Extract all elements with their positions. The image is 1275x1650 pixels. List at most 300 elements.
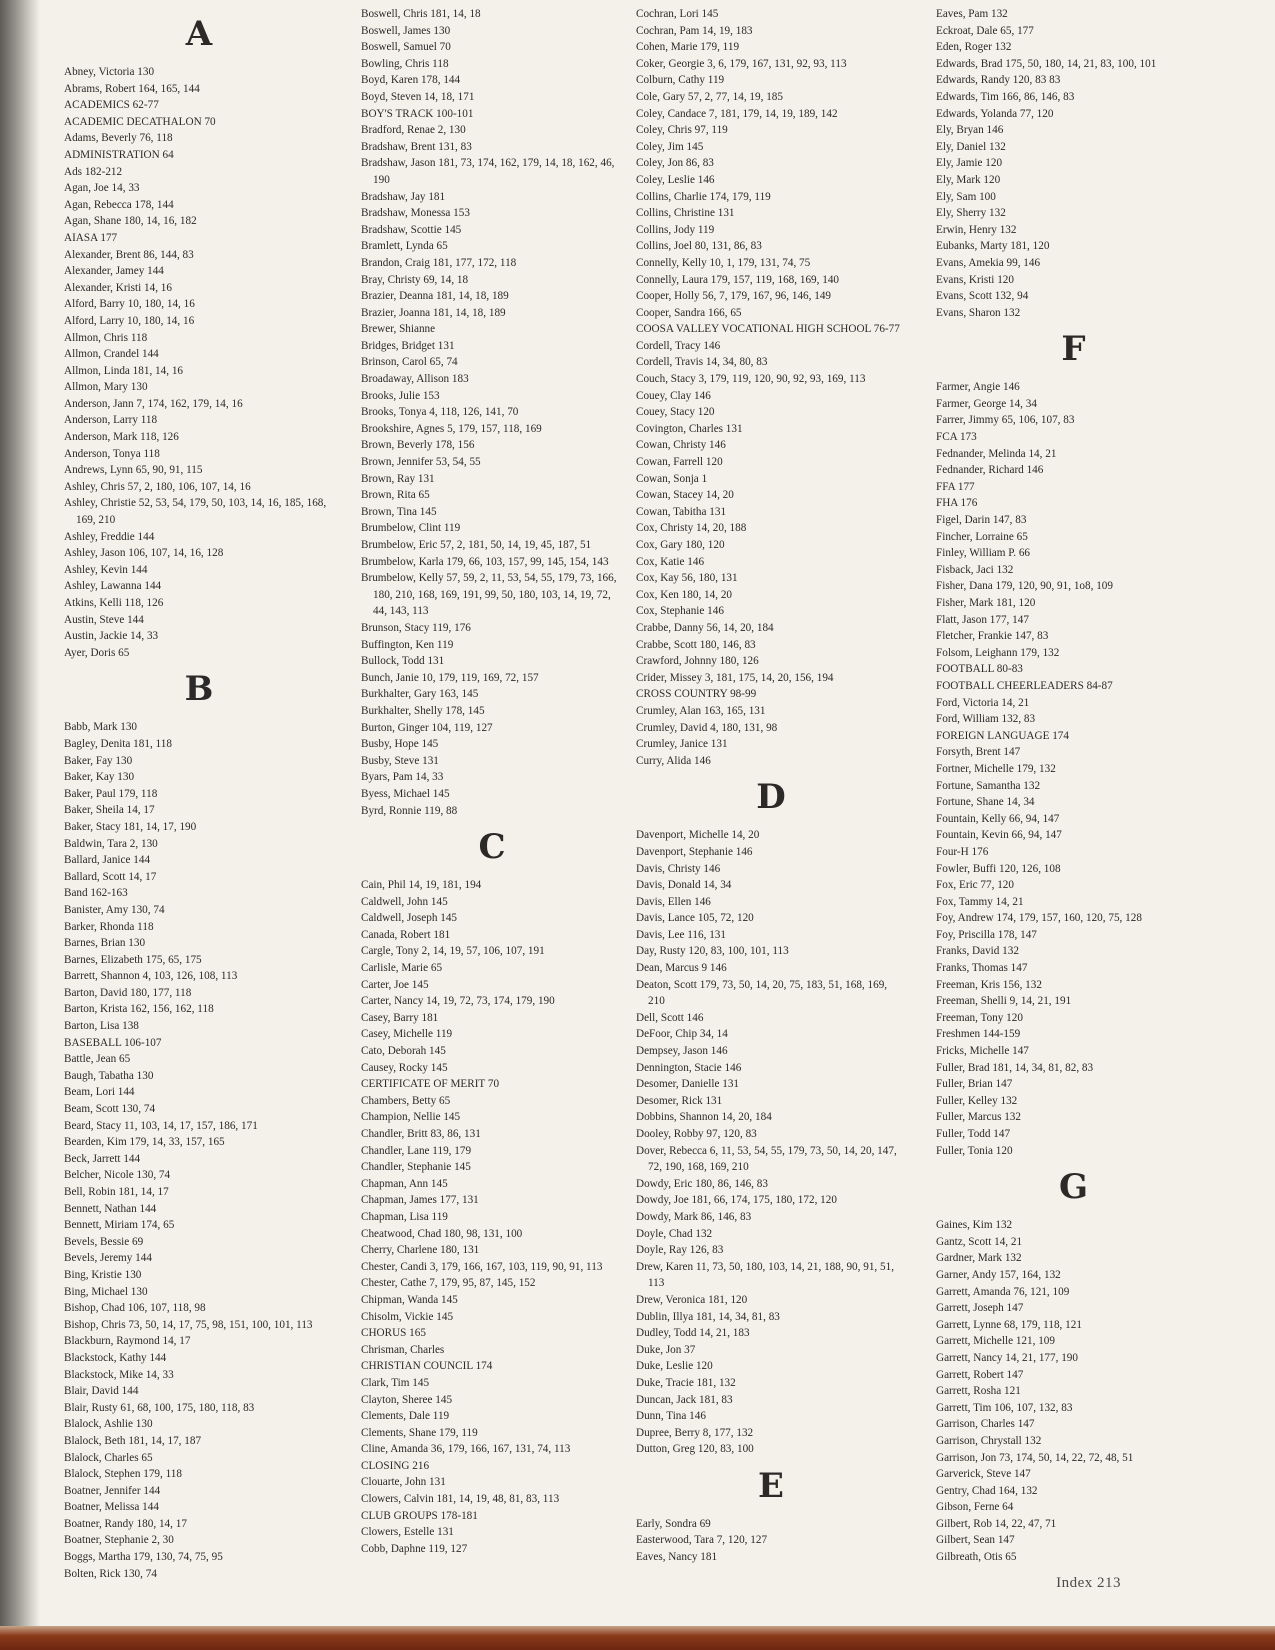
index-entry: Gentry, Chad 164, 132 — [936, 1484, 1038, 1497]
index-entry: Fuller, Todd 147 — [936, 1128, 1011, 1140]
footer-label: Index — [1056, 1575, 1093, 1591]
section-letter: F — [1061, 329, 1086, 370]
index-entry: Dowdy, Eric 180, 86, 146, 83 — [636, 1177, 768, 1190]
index-entry: Covington, Charles 131 — [636, 422, 743, 435]
index-entry: ACADEMIC DECATHALON 70 — [64, 115, 216, 128]
index-entry: Caldwell, John 145 — [361, 895, 448, 908]
index-entry: Coley, Chris 97, 119 — [636, 124, 728, 137]
index-entry: Eckroat, Dale 65, 177 — [936, 24, 1034, 37]
index-entry: Dobbins, Shannon 14, 20, 184 — [636, 1111, 772, 1124]
index-entry: Boggs, Martha 179, 130, 74, 75, 95 — [64, 1551, 223, 1564]
index-entry: Edwards, Yolanda 77, 120 — [936, 107, 1054, 120]
index-entry: Barton, Krista 162, 156, 162, 118 — [64, 1003, 214, 1016]
index-entry: Bing, Kristie 130 — [64, 1268, 142, 1281]
index-entry: Collins, Joel 80, 131, 86, 83 — [636, 240, 762, 253]
index-entry: Drew, Karen 11, 73, 50, 180, 103, 14, 21, 188, 90, 91, 51, 113 — [636, 1260, 895, 1290]
index-entry: Andrews, Lynn 65, 90, 91, 115 — [64, 464, 203, 477]
index-entry: Casey, Barry 181 — [361, 1011, 439, 1024]
index-entry: Collins, Jody 119 — [636, 223, 715, 236]
index-entry: Franks, David 132 — [936, 945, 1019, 958]
page-footer — [1056, 1575, 1121, 1592]
index-entry: Burkhalter, Shelly 178, 145 — [361, 704, 485, 717]
index-entry: Cain, Phil 14, 19, 181, 194 — [361, 879, 482, 892]
index-entry: Brown, Ray 131 — [361, 472, 435, 485]
index-column-2 — [361, 6, 623, 1557]
index-entry: Bevels, Bessie 69 — [64, 1235, 144, 1248]
index-entry: Fortune, Samantha 132 — [936, 779, 1041, 792]
index-entry: Gilbreath, Otis 65 — [936, 1551, 1017, 1564]
index-entry: Garrison, Jon 73, 174, 50, 14, 22, 72, 48, 51 — [936, 1451, 1134, 1464]
index-entry: Dowdy, Mark 86, 146, 83 — [636, 1210, 752, 1223]
index-entry: FOOTBALL 80-83 — [936, 663, 1023, 676]
index-entry: Dooley, Robby 97, 120, 83 — [636, 1128, 757, 1140]
index-entry: Bradford, Renae 2, 130 — [361, 124, 466, 137]
index-entry: Anderson, Jann 7, 174, 162, 179, 14, 16 — [64, 397, 243, 410]
index-entry: Garrison, Charles 147 — [936, 1418, 1035, 1431]
index-entry: Edwards, Randy 120, 83 83 — [936, 74, 1061, 87]
index-entry: Carlisle, Marie 65 — [361, 962, 443, 975]
index-entry: Dunn, Tina 146 — [636, 1410, 706, 1423]
index-entry: Chisolm, Vickie 145 — [361, 1310, 454, 1323]
index-entry: Bradshaw, Jason 181, 73, 174, 162, 179, 14, 18, 162, 46, 190 — [361, 157, 615, 186]
index-entry: Cordell, Tracy 146 — [636, 339, 721, 352]
index-entry: Dupree, Berry 8, 177, 132 — [636, 1426, 754, 1439]
index-entry: CROSS COUNTRY 98-99 — [636, 688, 757, 701]
index-entry: Gaines, Kim 132 — [936, 1219, 1013, 1232]
index-entry: Ely, Bryan 146 — [936, 124, 1004, 137]
index-entry: Brumbelow, Karla 179, 66, 103, 157, 99, 145, 154, 143 — [361, 555, 609, 568]
index-entry: FHA 176 — [936, 497, 978, 510]
index-entry: Ashley, Freddie 144 — [64, 530, 155, 543]
index-entry: Evans, Sharon 132 — [936, 306, 1021, 319]
index-entry: Garverick, Steve 147 — [936, 1468, 1031, 1481]
index-entry: Ballard, Scott 14, 17 — [64, 870, 157, 883]
index-entry: DeFoor, Chip 34, 14 — [636, 1028, 728, 1041]
index-entry: Barton, David 180, 177, 118 — [64, 986, 192, 999]
index-entry: Gilbert, Rob 14, 22, 47, 71 — [936, 1517, 1057, 1530]
index-entry: Baker, Kay 130 — [64, 771, 135, 784]
index-entry: Brown, Beverly 178, 156 — [361, 439, 475, 452]
index-entry: Freshmen 144-159 — [936, 1028, 1021, 1041]
index-entry: Collins, Christine 131 — [636, 207, 735, 220]
index-entry: Eubanks, Marty 181, 120 — [936, 240, 1050, 253]
index-entry: Carter, Joe 145 — [361, 978, 429, 991]
index-entry: Anderson, Tonya 118 — [64, 447, 160, 460]
index-entry: Bullock, Todd 131 — [361, 655, 445, 668]
index-entry: Crabbe, Danny 56, 14, 20, 184 — [636, 621, 774, 634]
index-entry: Fisher, Dana 179, 120, 90, 91, 1o8, 109 — [936, 580, 1113, 593]
index-entry: Boatner, Stephanie 2, 30 — [64, 1534, 174, 1547]
index-entry: Barton, Lisa 138 — [64, 1020, 139, 1033]
index-column-3 — [636, 6, 906, 1566]
index-entry: Blackstock, Kathy 144 — [64, 1351, 167, 1364]
index-entry: Desomer, Danielle 131 — [636, 1078, 740, 1091]
index-entry: Duncan, Jack 181, 83 — [636, 1393, 733, 1406]
index-entry: Agan, Joe 14, 33 — [64, 182, 140, 195]
index-entry: Cox, Katie 146 — [636, 555, 705, 568]
index-column-1 — [64, 6, 334, 1582]
index-entry: Coley, Candace 7, 181, 179, 14, 19, 189, 142 — [636, 107, 838, 120]
index-entry: Ayer, Doris 65 — [64, 646, 130, 659]
index-entry: Garrett, Tim 106, 107, 132, 83 — [936, 1401, 1073, 1414]
index-entry: Atkins, Kelli 118, 126 — [64, 597, 164, 609]
index-entry: Brandon, Craig 181, 177, 172, 118 — [361, 256, 517, 269]
index-entry: CLOSING 216 — [361, 1459, 430, 1472]
index-entry: Day, Rusty 120, 83, 100, 101, 113 — [636, 945, 789, 958]
index-entry: Crawford, Johnny 180, 126 — [636, 655, 759, 668]
index-entry: Blalock, Beth 181, 14, 17, 187 — [64, 1434, 202, 1447]
index-entry: Brumbelow, Eric 57, 2, 181, 50, 14, 19, 45, 187, 51 — [361, 539, 592, 551]
index-entry: Chester, Cathe 7, 179, 95, 87, 145, 152 — [361, 1277, 536, 1290]
index-entry: Barnes, Elizabeth 175, 65, 175 — [64, 953, 202, 966]
section-letter: A — [185, 14, 213, 54]
index-entry: Blackburn, Raymond 14, 17 — [64, 1335, 191, 1348]
index-entry: FOOTBALL CHEERLEADERS 84-87 — [936, 679, 1113, 692]
index-column-4 — [936, 6, 1211, 1566]
index-entry: Boatner, Randy 180, 14, 17 — [64, 1517, 187, 1530]
index-entry: CERTIFICATE OF MERIT 70 — [361, 1078, 500, 1091]
index-entry: Dowdy, Joe 181, 66, 174, 175, 180, 172, 120 — [636, 1194, 837, 1207]
index-entry: Doyle, Chad 132 — [636, 1227, 713, 1240]
index-entry: Early, Sondra 69 — [636, 1517, 711, 1530]
index-entry: Fortune, Shane 14, 34 — [936, 796, 1035, 809]
page-bottom-edge — [0, 1626, 1275, 1650]
index-entry: Brunson, Stacy 119, 176 — [361, 621, 471, 634]
index-entry: Freeman, Shelli 9, 14, 21, 191 — [936, 995, 1072, 1008]
index-entry: Ely, Daniel 132 — [936, 140, 1006, 153]
index-entry: COOSA VALLEY VOCATIONAL HIGH SCHOOL 76-77 — [636, 323, 900, 336]
index-entry: ADMINISTRATION 64 — [64, 148, 174, 161]
index-entry: Evans, Kristi 120 — [936, 273, 1014, 286]
index-entry: Farmer, George 14, 34 — [936, 397, 1037, 410]
index-entry: Baker, Stacy 181, 14, 17, 190 — [64, 820, 197, 833]
index-entry: Gilbert, Sean 147 — [936, 1534, 1015, 1547]
index-entry: Dudley, Todd 14, 21, 183 — [636, 1327, 750, 1340]
index-entry: Blair, Rusty 61, 68, 100, 175, 180, 118, 83 — [64, 1401, 255, 1414]
index-entry: Boswell, Chris 181, 14, 18 — [361, 8, 481, 20]
section-letter: D — [756, 777, 786, 818]
index-entry: Fuller, Tonia 120 — [936, 1144, 1013, 1157]
index-entry: Fletcher, Frankie 147, 83 — [936, 630, 1049, 643]
index-entry: Duke, Leslie 120 — [636, 1360, 713, 1373]
index-entry: Finley, William P. 66 — [936, 547, 1031, 560]
index-entry: Duke, Jon 37 — [636, 1343, 696, 1356]
index-entry: Edwards, Tim 166, 86, 146, 83 — [936, 90, 1075, 103]
index-entry: Foy, Priscilla 178, 147 — [936, 928, 1037, 941]
index-entry: Chipman, Wanda 145 — [361, 1293, 458, 1306]
index-entry: Clowers, Estelle 131 — [361, 1526, 454, 1539]
index-entry: Bishop, Chris 73, 50, 14, 17, 75, 98, 151, 100, 101, 113 — [64, 1318, 313, 1331]
index-entry: Fednander, Melinda 14, 21 — [936, 447, 1057, 460]
index-entry: Clements, Shane 179, 119 — [361, 1426, 478, 1439]
index-entry: Barker, Rhonda 118 — [64, 920, 154, 933]
index-entry: Dublin, Illya 181, 14, 34, 81, 83 — [636, 1310, 780, 1323]
index-entry: Brewer, Shianne — [361, 323, 436, 336]
index-entry: Allmon, Crandel 144 — [64, 348, 159, 361]
index-entry: Fortner, Michelle 179, 132 — [936, 762, 1056, 775]
index-entry: Boswell, Samuel 70 — [361, 41, 451, 54]
index-entry: Bradshaw, Monessa 153 — [361, 207, 470, 220]
index-entry: Clouarte, John 131 — [361, 1476, 446, 1489]
index-entry: Davenport, Stephanie 146 — [636, 845, 753, 858]
index-entry: Blackstock, Mike 14, 33 — [64, 1368, 174, 1381]
index-entry: Caldwell, Joseph 145 — [361, 912, 458, 925]
index-entry: Curry, Alida 146 — [636, 754, 711, 767]
index-entry: Foy, Andrew 174, 179, 157, 160, 120, 75, 128 — [936, 912, 1142, 925]
section-letter: G — [1058, 1167, 1089, 1208]
index-entry: Ashley, Chris 57, 2, 180, 106, 107, 14, 16 — [64, 480, 251, 493]
index-entry: Barrett, Shannon 4, 103, 126, 108, 113 — [64, 970, 238, 983]
index-entry: Farrer, Jimmy 65, 106, 107, 83 — [936, 414, 1075, 427]
index-entry: Drew, Veronica 181, 120 — [636, 1293, 748, 1306]
index-entry: Garrett, Michelle 121, 109 — [936, 1335, 1055, 1348]
index-entry: Bradshaw, Scottie 145 — [361, 223, 462, 236]
index-entry: Fricks, Michelle 147 — [936, 1045, 1029, 1058]
index-entry: Davis, Donald 14, 34 — [636, 879, 732, 892]
index-entry: Fednander, Richard 146 — [936, 464, 1044, 477]
index-entry: Alford, Barry 10, 180, 14, 16 — [64, 298, 195, 311]
index-entry: Brazier, Joanna 181, 14, 18, 189 — [361, 306, 506, 319]
index-entry: Bagley, Denita 181, 118 — [64, 737, 172, 750]
index-entry: Cherry, Charlene 180, 131 — [361, 1244, 480, 1257]
index-entry: Cox, Gary 180, 120 — [636, 539, 725, 551]
index-entry: Baker, Fay 130 — [64, 754, 133, 767]
index-entry: Chester, Candi 3, 179, 166, 167, 103, 119, 90, 91, 113 — [361, 1260, 603, 1273]
index-entry: Broadaway, Allison 183 — [361, 373, 469, 386]
index-entry: Davis, Lance 105, 72, 120 — [636, 912, 754, 925]
index-entry: Cochran, Lori 145 — [636, 8, 719, 20]
index-entry: Freeman, Tony 120 — [936, 1011, 1023, 1024]
index-entry: Babb, Mark 130 — [64, 721, 138, 734]
index-entry: Eaves, Nancy 181 — [636, 1551, 718, 1564]
index-entry: Dell, Scott 146 — [636, 1011, 704, 1024]
index-entry: Bradshaw, Jay 181 — [361, 190, 446, 203]
index-entry: CLUB GROUPS 178-181 — [361, 1509, 478, 1522]
index-entry: Brumbelow, Kelly 57, 59, 2, 11, 53, 54, 55, 179, 73, 166, 180, 210, 168, 169, 191, 99, 50, 180, 103, 14, 19, 72, 44, 143, 113 — [361, 572, 617, 618]
index-entry: Clements, Dale 119 — [361, 1410, 450, 1423]
index-entry: Forsyth, Brent 147 — [936, 746, 1021, 759]
index-entry: Baugh, Tabatha 130 — [64, 1069, 154, 1082]
index-entry: Boatner, Jennifer 144 — [64, 1484, 161, 1497]
index-entry: Cowan, Farrell 120 — [636, 456, 723, 469]
index-entry: Belcher, Nicole 130, 74 — [64, 1169, 171, 1182]
index-entry: Brown, Tina 145 — [361, 505, 437, 518]
index-entry: Garrett, Robert 147 — [936, 1368, 1024, 1381]
index-entry: Gantz, Scott 14, 21 — [936, 1235, 1023, 1248]
index-entry: Edwards, Brad 175, 50, 180, 14, 21, 83, 100, 101 — [936, 57, 1157, 70]
index-entry: Brown, Jennifer 53, 54, 55 — [361, 456, 481, 469]
index-entry: Clark, Tim 145 — [361, 1376, 430, 1389]
index-entry: Cooper, Sandra 166, 65 — [636, 306, 742, 319]
index-entry: Cobb, Daphne 119, 127 — [361, 1542, 468, 1555]
index-entry: Allmon, Mary 130 — [64, 381, 148, 394]
index-entry: Garrison, Chrystall 132 — [936, 1434, 1042, 1447]
index-entry: Erwin, Henry 132 — [936, 223, 1017, 236]
index-entry: Cowan, Stacey 14, 20 — [636, 489, 734, 502]
index-entry: Evans, Amekia 99, 146 — [936, 256, 1041, 269]
index-entry: Deaton, Scott 179, 73, 50, 14, 20, 75, 183, 51, 168, 169, 210 — [636, 978, 888, 1008]
index-entry: Chapman, Lisa 119 — [361, 1210, 448, 1223]
index-entry: Anderson, Mark 118, 126 — [64, 431, 179, 444]
index-entry: Davis, Ellen 146 — [636, 895, 711, 908]
index-entry: Flatt, Jason 177, 147 — [936, 613, 1029, 626]
index-entry: Boyd, Karen 178, 144 — [361, 74, 461, 87]
page-number: 213 — [1097, 1575, 1121, 1591]
index-entry: Ely, Sam 100 — [936, 190, 996, 203]
index-entry: Buffington, Ken 119 — [361, 638, 454, 651]
index-entry: Connelly, Laura 179, 157, 119, 168, 169, 140 — [636, 273, 840, 286]
index-entry: Casey, Michelle 119 — [361, 1028, 453, 1041]
index-entry: BASEBALL 106-107 — [64, 1036, 162, 1049]
index-entry: Davis, Lee 116, 131 — [636, 928, 726, 941]
index-entry: Fox, Eric 77, 120 — [936, 879, 1014, 892]
index-entry: Cohen, Marie 179, 119 — [636, 41, 740, 54]
index-entry: Brazier, Deanna 181, 14, 18, 189 — [361, 290, 509, 303]
index-entry: Crabbe, Scott 180, 146, 83 — [636, 638, 756, 651]
index-entry: Couch, Stacy 3, 179, 119, 120, 90, 92, 93, 169, 113 — [636, 373, 866, 386]
index-entry: Ballard, Janice 144 — [64, 854, 151, 867]
index-entry: Baldwin, Tara 2, 130 — [64, 837, 158, 850]
index-entry: Gibson, Ferne 64 — [936, 1501, 1014, 1514]
index-entry: Adams, Beverly 76, 118 — [64, 132, 173, 145]
index-entry: Fuller, Brian 147 — [936, 1078, 1013, 1091]
index-entry: Beam, Lori 144 — [64, 1086, 135, 1099]
index-entry: Fuller, Kelley 132 — [936, 1094, 1018, 1107]
index-entry: Fisher, Mark 181, 120 — [936, 597, 1036, 609]
index-entry: Battle, Jean 65 — [64, 1053, 131, 1066]
index-entry: Collins, Charlie 174, 179, 119 — [636, 190, 771, 203]
index-entry: Crider, Missey 3, 181, 175, 14, 20, 156, 194 — [636, 671, 834, 684]
index-entry: Fountain, Kevin 66, 94, 147 — [936, 829, 1062, 842]
index-entry: Dempsey, Jason 146 — [636, 1045, 728, 1058]
index-entry: Cochran, Pam 14, 19, 183 — [636, 24, 753, 37]
index-entry: Bunch, Janie 10, 179, 119, 169, 72, 157 — [361, 671, 539, 684]
index-entry: Ads 182-212 — [64, 165, 123, 178]
section-letter: E — [758, 1465, 784, 1506]
index-entry: Brookshire, Agnes 5, 179, 157, 118, 169 — [361, 422, 542, 435]
index-entry: Bevels, Jeremy 144 — [64, 1252, 152, 1265]
index-entry: Bennett, Nathan 144 — [64, 1202, 157, 1215]
index-entry: Blalock, Ashlie 130 — [64, 1418, 153, 1431]
index-entry: Canada, Robert 181 — [361, 928, 451, 941]
index-entry: Easterwood, Tara 7, 120, 127 — [636, 1534, 768, 1547]
index-entry: Bishop, Chad 106, 107, 118, 98 — [64, 1302, 206, 1315]
index-entry: Boswell, James 130 — [361, 24, 451, 37]
index-entry: Austin, Steve 144 — [64, 613, 144, 626]
index-entry: Chandler, Stephanie 145 — [361, 1161, 471, 1174]
index-entry: Bray, Christy 69, 14, 18 — [361, 273, 469, 286]
index-entry: Chandler, Lane 119, 179 — [361, 1144, 472, 1157]
index-entry: Desomer, Rick 131 — [636, 1094, 723, 1107]
index-entry: Bolten, Rick 130, 74 — [64, 1567, 157, 1580]
index-entry: Beam, Scott 130, 74 — [64, 1103, 156, 1116]
index-entry: Cowan, Tabitha 131 — [636, 505, 727, 518]
index-entry: Brumbelow, Clint 119 — [361, 522, 461, 535]
index-entry: Chapman, James 177, 131 — [361, 1194, 479, 1207]
index-entry: Byars, Pam 14, 33 — [361, 771, 444, 784]
index-entry: Davenport, Michelle 14, 20 — [636, 829, 760, 842]
index-entry: Baker, Paul 179, 118 — [64, 787, 158, 800]
index-entry: Crumley, Janice 131 — [636, 738, 728, 751]
index-entry: Alexander, Kristi 14, 16 — [64, 281, 172, 294]
index-entry: Cooper, Holly 56, 7, 179, 167, 96, 146, 149 — [636, 290, 832, 303]
index-entry: Garrett, Nancy 14, 21, 177, 190 — [936, 1351, 1078, 1364]
index-entry: Burton, Ginger 104, 119, 127 — [361, 721, 493, 734]
index-entry: Bennett, Miriam 174, 65 — [64, 1219, 175, 1232]
index-entry: Fowler, Buffi 120, 126, 108 — [936, 862, 1061, 875]
index-entry: Ashley, Jason 106, 107, 14, 16, 128 — [64, 547, 224, 560]
index-entry: Fuller, Marcus 132 — [936, 1111, 1021, 1124]
index-entry: Coker, Georgie 3, 6, 179, 167, 131, 92, 93, 113 — [636, 57, 847, 70]
index-entry: Franks, Thomas 147 — [936, 962, 1028, 975]
index-entry: Connelly, Kelly 10, 1, 179, 131, 74, 75 — [636, 256, 811, 269]
index-entry: Garner, Andy 157, 164, 132 — [936, 1268, 1061, 1281]
index-entry: Allmon, Chris 118 — [64, 331, 148, 344]
index-entry: Cordell, Travis 14, 34, 80, 83 — [636, 356, 768, 369]
index-entry: Brown, Rita 65 — [361, 489, 430, 502]
section-letter: C — [478, 827, 506, 868]
index-entry: Alford, Larry 10, 180, 14, 16 — [64, 314, 195, 327]
index-entry: Crumley, David 4, 180, 131, 98 — [636, 721, 778, 734]
index-entry: Eden, Roger 132 — [936, 41, 1012, 54]
index-entry: Ely, Jamie 120 — [936, 157, 1003, 170]
index-entry: Chrisman, Charles — [361, 1343, 445, 1356]
index-entry: Garrett, Rosha 121 — [936, 1385, 1021, 1398]
index-entry: Ashley, Lawanna 144 — [64, 580, 162, 593]
index-entry: Brooks, Tonya 4, 118, 126, 141, 70 — [361, 406, 519, 419]
index-entry: Busby, Hope 145 — [361, 738, 439, 751]
book-spine-shadow — [0, 0, 40, 1650]
index-entry: Dennington, Stacie 146 — [636, 1061, 742, 1074]
index-entry: Cheatwood, Chad 180, 98, 131, 100 — [361, 1227, 523, 1240]
index-entry: Chambers, Betty 65 — [361, 1094, 451, 1107]
index-entry: Duke, Tracie 181, 132 — [636, 1376, 736, 1389]
index-entry: Four-H 176 — [936, 845, 989, 858]
index-entry: AIASA 177 — [64, 231, 118, 244]
index-entry: Garrett, Lynne 68, 179, 118, 121 — [936, 1318, 1082, 1331]
index-entry: Evans, Scott 132, 94 — [936, 290, 1029, 303]
index-entry: Causey, Rocky 145 — [361, 1061, 448, 1074]
index-entry: Byess, Michael 145 — [361, 787, 450, 800]
index-entry: Bell, Robin 181, 14, 17 — [64, 1186, 169, 1198]
index-entry: Cox, Stephanie 146 — [636, 605, 724, 618]
index-entry: Couey, Stacy 120 — [636, 406, 715, 419]
index-entry: Cowan, Christy 146 — [636, 439, 726, 452]
index-entry: Colburn, Cathy 119 — [636, 74, 725, 87]
index-entry: Fox, Tammy 14, 21 — [936, 895, 1024, 908]
index-entry: Eaves, Pam 132 — [936, 8, 1008, 20]
index-entry: Cato, Deborah 145 — [361, 1045, 446, 1058]
index-entry: Carter, Nancy 14, 19, 72, 73, 174, 179, 190 — [361, 995, 555, 1008]
index-entry: Ford, William 132, 83 — [936, 713, 1036, 726]
index-entry: Agan, Rebecca 178, 144 — [64, 198, 174, 211]
index-entry: Cox, Kay 56, 180, 131 — [636, 572, 738, 585]
index-entry: Blalock, Stephen 179, 118 — [64, 1468, 182, 1481]
index-entry: Fountain, Kelly 66, 94, 147 — [936, 812, 1060, 825]
index-entry: Blair, David 144 — [64, 1385, 139, 1398]
index-entry: Alexander, Jamey 144 — [64, 265, 164, 278]
index-entry: FFA 177 — [936, 480, 975, 493]
index-entry: Allmon, Linda 181, 14, 16 — [64, 364, 184, 377]
index-entry: Folsom, Leighann 179, 132 — [936, 646, 1060, 659]
index-entry: Chapman, Ann 145 — [361, 1177, 448, 1190]
index-entry: Clayton, Sheree 145 — [361, 1393, 453, 1406]
index-entry: Beard, Stacy 11, 103, 14, 17, 157, 186, 171 — [64, 1119, 258, 1132]
index-entry: Alexander, Brent 86, 144, 83 — [64, 248, 194, 261]
index-entry: Cox, Christy 14, 20, 188 — [636, 522, 747, 535]
index-entry: Dutton, Greg 120, 83, 100 — [636, 1443, 754, 1456]
index-entry: Busby, Steve 131 — [361, 754, 439, 767]
